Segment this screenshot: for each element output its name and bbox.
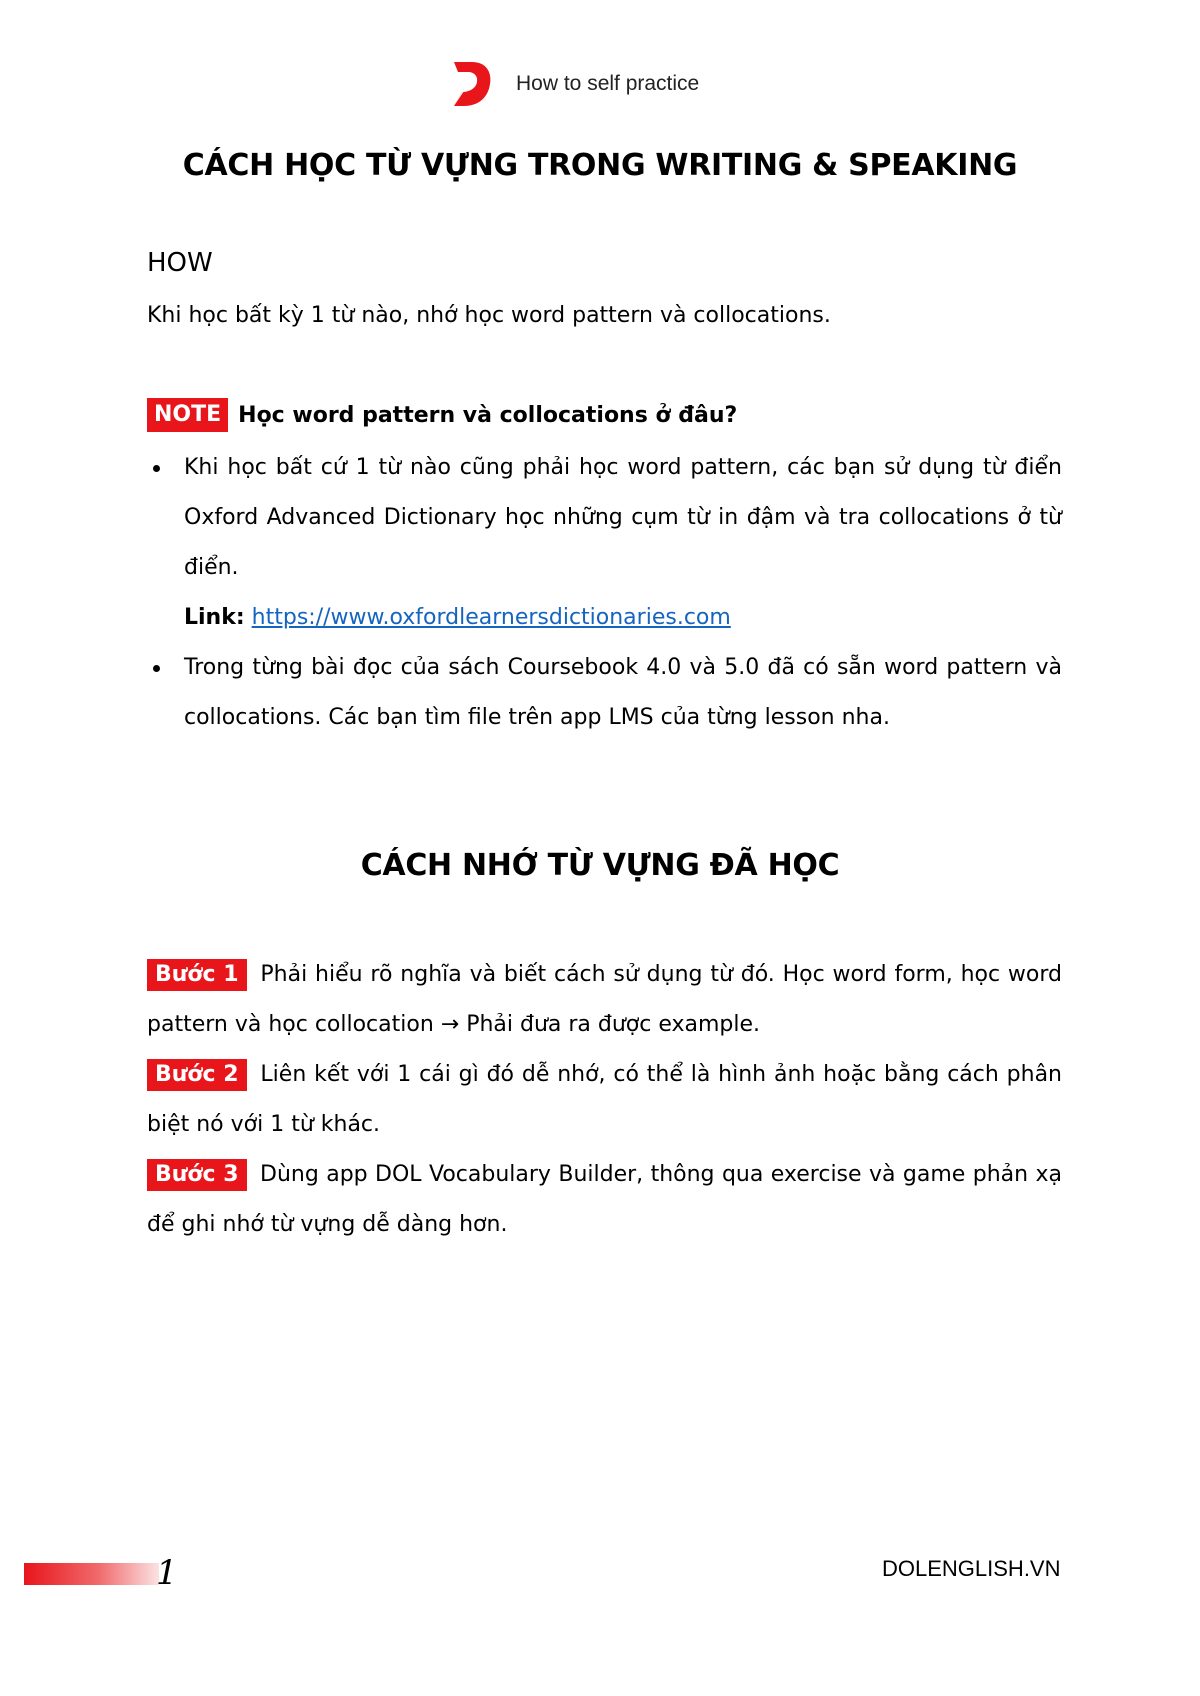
link-label: Link: <box>184 605 245 630</box>
bullet-text: Khi học bất cứ 1 từ nào cũng phải học word pattern, các bạn sử dụng từ điển Oxford Advanced Dictionary học những cụm từ in đậm và tra collocations ở từ điển. <box>184 455 1062 580</box>
steps-list <box>147 950 1062 1250</box>
list-item <box>147 443 1062 643</box>
step-item <box>147 1150 1062 1250</box>
step-item <box>147 1050 1062 1150</box>
footer-accent-bar <box>24 1563 159 1585</box>
bullet-list <box>147 443 1062 743</box>
note-question: Học word pattern và collocations ở đâu? <box>238 402 738 428</box>
note-tag: NOTE <box>147 398 228 432</box>
dol-logo-icon <box>450 58 494 110</box>
footer-site: DOLENGLISH.VN <box>882 1556 1061 1581</box>
bullet-icon <box>153 465 160 472</box>
step-text: Phải hiểu rõ nghĩa và biết cách sử dụng từ đó. Học word form, học word pattern và học collocation → Phải đưa ra được example. <box>147 962 1062 1037</box>
page-title: CÁCH HỌC TỪ VỰNG TRONG WRITING & SPEAKING <box>182 148 1018 183</box>
how-text: Khi học bất kỳ 1 từ nào, nhớ học word pattern và collocations. <box>147 303 831 328</box>
oxford-dictionary-link[interactable]: https://www.oxfordlearnersdictionaries.com <box>251 605 731 630</box>
step-tag: Bước 2 <box>147 1059 247 1091</box>
step-item <box>147 950 1062 1050</box>
how-heading: HOW <box>147 248 213 278</box>
header-text: How to self practice <box>516 72 700 95</box>
step-tag: Bước 1 <box>147 959 247 991</box>
list-item <box>147 643 1062 743</box>
step-text: Liên kết với 1 cái gì đó dễ nhớ, có thể là hình ảnh hoặc bằng cách phân biệt nó với 1 từ khác. <box>147 1062 1062 1137</box>
page-header <box>450 54 699 114</box>
page-number: 1 <box>156 1553 178 1593</box>
link-line <box>184 593 1062 643</box>
step-text: Dùng app DOL Vocabulary Builder, thông qua exercise và game phản xạ để ghi nhớ từ vựng dễ dàng hơn. <box>147 1162 1062 1237</box>
section-title: CÁCH NHỚ TỪ VỰNG ĐÃ HỌC <box>360 848 840 883</box>
note-line <box>147 398 737 432</box>
bullet-text: Trong từng bài đọc của sách Coursebook 4.0 và 5.0 đã có sẵn word pattern và collocations. Các bạn tìm file trên app LMS của từng lesson nha. <box>184 655 1062 730</box>
step-tag: Bước 3 <box>147 1159 247 1191</box>
bullet-icon <box>153 665 160 672</box>
